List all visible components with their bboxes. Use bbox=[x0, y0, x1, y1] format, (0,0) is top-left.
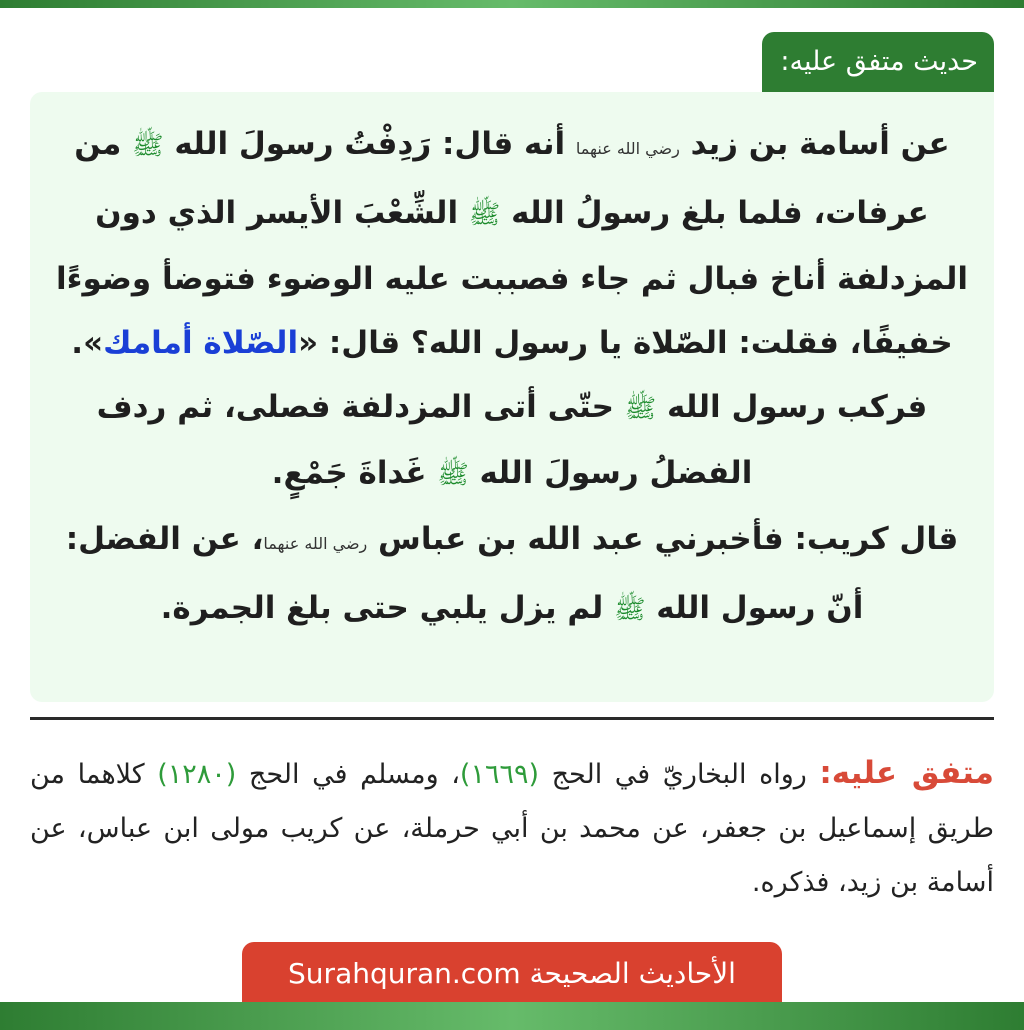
top-decorative-bar bbox=[0, 0, 1024, 8]
hadith-paragraph-kurayb bbox=[50, 507, 974, 642]
salawat-honorific: ﷺ bbox=[624, 394, 657, 424]
salawat-honorific: ﷺ bbox=[468, 200, 501, 230]
hadith-text-box bbox=[30, 92, 994, 702]
hadith-paragraph-main bbox=[50, 112, 974, 507]
source-text: رواه البخاريّ في الحج bbox=[539, 759, 820, 790]
salawat-honorific: ﷺ bbox=[132, 131, 164, 161]
source-text: كلاهما من طريق إسماعيل بن جعفر، عن محمد بن أبي حرملة، عن كريب مولى ابن عباس، عن أسامة بن زيد، فذكره. bbox=[30, 759, 994, 898]
hadith-segment: من عرفات، فلما بلغ رسولُ الله bbox=[74, 126, 929, 231]
muslim-reference: (١٢٨٠) bbox=[157, 759, 237, 790]
website-link-button[interactable]: الأحاديث الصحيحة Surahquran.com bbox=[242, 942, 782, 1006]
hadith-type-label: حديث متفق عليه: bbox=[762, 32, 994, 92]
salawat-honorific: ﷺ bbox=[614, 595, 646, 625]
radi-allahu-anhuma-honorific: رضي الله عنهما bbox=[263, 534, 368, 553]
radi-allahu-anhuma-honorific: رضي الله عنهما bbox=[575, 139, 680, 158]
hadith-segment: ، عن الفضل: أنّ رسول الله bbox=[65, 521, 864, 626]
hadith-segment: عن أسامة بن زيد bbox=[679, 126, 950, 162]
source-text: ، ومسلم في الحج bbox=[236, 759, 460, 790]
hadith-segment: لم يزل يلبي حتى بلغ الجمرة. bbox=[160, 590, 615, 626]
hadith-text bbox=[50, 112, 974, 642]
hadith-segment: الشِّعْبَ الأيسر الذي دون المزدلفة أناخ فبال ثم جاء فصببت عليه الوضوء فتوضأ وضوءًا خفيفًا، فقلت: الصّلاة يا رسول الله؟ قال: « bbox=[56, 195, 968, 361]
hadith-segment: حتّى أتى المزدلفة فصلى، ثم ردف الفضلُ رسولَ الله bbox=[96, 389, 753, 491]
section-divider bbox=[30, 717, 994, 720]
source-label: متفق عليه: bbox=[819, 755, 994, 791]
salawat-honorific: ﷺ bbox=[437, 460, 469, 490]
prophet-quote: الصّلاة أمامك bbox=[103, 325, 299, 361]
source-citation bbox=[30, 746, 994, 910]
hadith-segment: قال كريب: فأخبرني عبد الله بن عباس bbox=[367, 521, 959, 557]
bukhari-reference: (١٦٦٩) bbox=[459, 759, 540, 790]
hadith-segment: ». فركب رسول الله bbox=[71, 325, 928, 425]
hadith-segment: غَداةَ جَمْعٍ. bbox=[271, 455, 438, 491]
bottom-decorative-bar bbox=[0, 1002, 1024, 1030]
hadith-segment: أنه قال: رَدِفْتُ رسولَ الله bbox=[163, 126, 576, 162]
